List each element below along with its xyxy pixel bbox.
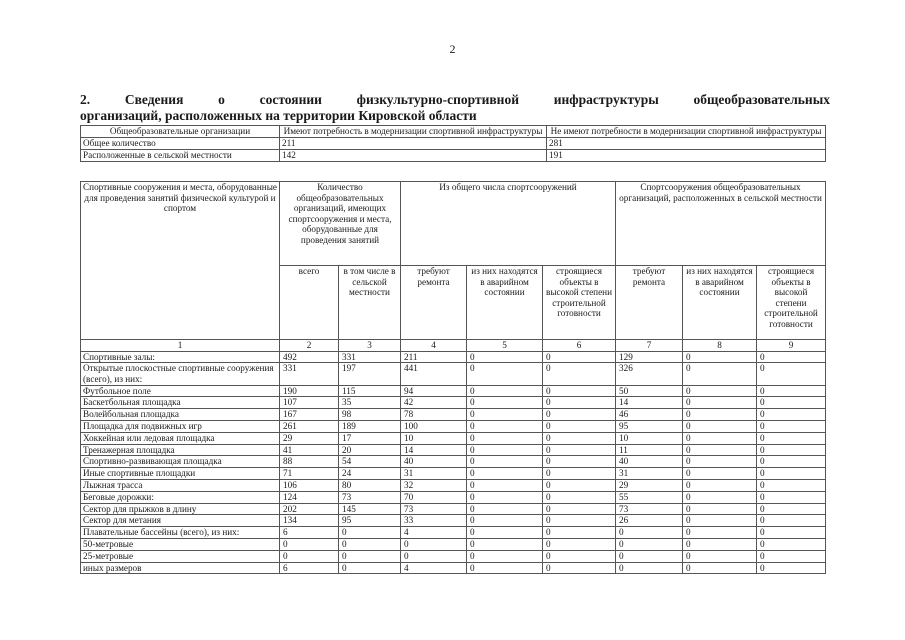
row-value: 0 bbox=[757, 491, 826, 503]
row-label: Лыжная трасса bbox=[81, 479, 280, 491]
row-value: 0 bbox=[543, 397, 616, 409]
row-value: 0 bbox=[543, 479, 616, 491]
header-rural: Спортсооружения общеобразовательных организаций, расположенных в сельской местности bbox=[616, 182, 826, 266]
row-value: 0 bbox=[339, 527, 401, 539]
row-value: 0 bbox=[683, 409, 757, 421]
header-total: всего bbox=[280, 266, 339, 340]
row-value: 0 bbox=[683, 550, 757, 562]
row-value: 0 bbox=[467, 550, 543, 562]
row-value: 31 bbox=[401, 468, 467, 480]
row-value: 0 bbox=[757, 385, 826, 397]
summary-table bbox=[80, 125, 826, 162]
heading-line-1: 2. Сведения о состоянии физкультурно-спортивной инфраструктуры общеобразовательных bbox=[80, 92, 830, 107]
row-value: 6 bbox=[280, 527, 339, 539]
row-value: 0 bbox=[683, 538, 757, 550]
summary-col-need: Имеют потребность в модернизации спортивной инфраструктуры bbox=[280, 126, 547, 138]
row-value: 0 bbox=[683, 562, 757, 574]
row-value: 134 bbox=[280, 515, 339, 527]
table-row bbox=[81, 397, 826, 409]
row-label: Иные спортивные площадки bbox=[81, 468, 280, 480]
row-value: 0 bbox=[467, 468, 543, 480]
row-value: 4 bbox=[401, 562, 467, 574]
row-value: 0 bbox=[616, 538, 683, 550]
row-value: 211 bbox=[401, 351, 467, 363]
row-value: 0 bbox=[467, 351, 543, 363]
row-value: 0 bbox=[616, 562, 683, 574]
row-value: 0 bbox=[467, 444, 543, 456]
row-label: Тренажерная площадка bbox=[81, 444, 280, 456]
summary-row-noneed: 191 bbox=[547, 150, 826, 162]
table-row bbox=[81, 432, 826, 444]
summary-row bbox=[81, 138, 826, 150]
row-value: 0 bbox=[683, 479, 757, 491]
header-incl-rural: в том числе в сельской местности bbox=[339, 266, 401, 340]
row-value: 0 bbox=[683, 385, 757, 397]
row-value: 42 bbox=[401, 397, 467, 409]
row-value: 0 bbox=[616, 527, 683, 539]
row-value: 0 bbox=[543, 491, 616, 503]
row-value: 10 bbox=[616, 432, 683, 444]
row-label: Сектор для метания bbox=[81, 515, 280, 527]
column-number: 8 bbox=[683, 340, 757, 352]
row-value: 0 bbox=[401, 550, 467, 562]
header-rural-emergency: из них находятся в аварийном состоянии bbox=[683, 266, 757, 340]
row-value: 0 bbox=[543, 515, 616, 527]
row-label: Спортивно-развивающая площадка bbox=[81, 456, 280, 468]
row-value: 0 bbox=[683, 503, 757, 515]
row-value: 94 bbox=[401, 385, 467, 397]
table-row bbox=[81, 515, 826, 527]
row-value: 32 bbox=[401, 479, 467, 491]
row-value: 40 bbox=[616, 456, 683, 468]
facilities-table-body bbox=[81, 351, 826, 574]
row-value: 124 bbox=[280, 491, 339, 503]
row-label: 25-метровые bbox=[81, 550, 280, 562]
row-value: 0 bbox=[339, 538, 401, 550]
row-value: 0 bbox=[757, 527, 826, 539]
row-value: 95 bbox=[339, 515, 401, 527]
row-value: 0 bbox=[683, 444, 757, 456]
table-row bbox=[81, 538, 826, 550]
row-value: 0 bbox=[683, 468, 757, 480]
row-value: 55 bbox=[616, 491, 683, 503]
page-number: 2 bbox=[449, 42, 456, 56]
row-value: 0 bbox=[757, 503, 826, 515]
row-value: 0 bbox=[467, 562, 543, 574]
row-value: 0 bbox=[280, 550, 339, 562]
row-value: 0 bbox=[543, 385, 616, 397]
table-row bbox=[81, 409, 826, 421]
row-value: 88 bbox=[280, 456, 339, 468]
row-value: 0 bbox=[757, 444, 826, 456]
header-rural-need-repair: требуют ремонта bbox=[616, 266, 683, 340]
table-row bbox=[81, 503, 826, 515]
row-value: 78 bbox=[401, 409, 467, 421]
column-number: 7 bbox=[616, 340, 683, 352]
row-value: 0 bbox=[757, 432, 826, 444]
row-value: 331 bbox=[280, 363, 339, 385]
column-number: 5 bbox=[467, 340, 543, 352]
row-label: Баскетбольная площадка bbox=[81, 397, 280, 409]
column-number: 6 bbox=[543, 340, 616, 352]
row-value: 4 bbox=[401, 527, 467, 539]
row-value: 0 bbox=[543, 444, 616, 456]
row-label: Волейбольная площадка bbox=[81, 409, 280, 421]
row-value: 0 bbox=[543, 432, 616, 444]
row-value: 202 bbox=[280, 503, 339, 515]
row-value: 0 bbox=[683, 351, 757, 363]
row-value: 107 bbox=[280, 397, 339, 409]
row-value: 0 bbox=[543, 420, 616, 432]
row-value: 14 bbox=[616, 397, 683, 409]
row-value: 145 bbox=[339, 503, 401, 515]
row-value: 0 bbox=[339, 550, 401, 562]
row-value: 0 bbox=[757, 363, 826, 385]
row-value: 0 bbox=[543, 351, 616, 363]
row-value: 0 bbox=[683, 527, 757, 539]
row-value: 0 bbox=[757, 550, 826, 562]
row-value: 189 bbox=[339, 420, 401, 432]
row-value: 35 bbox=[339, 397, 401, 409]
row-value: 80 bbox=[339, 479, 401, 491]
row-value: 0 bbox=[683, 515, 757, 527]
row-value: 0 bbox=[467, 491, 543, 503]
row-value: 0 bbox=[401, 538, 467, 550]
column-number: 4 bbox=[401, 340, 467, 352]
column-number: 1 bbox=[81, 340, 280, 352]
row-value: 10 bbox=[401, 432, 467, 444]
row-value: 100 bbox=[401, 420, 467, 432]
row-value: 73 bbox=[401, 503, 467, 515]
table-row bbox=[81, 385, 826, 397]
column-number: 3 bbox=[339, 340, 401, 352]
row-value: 0 bbox=[543, 562, 616, 574]
row-value: 50 bbox=[616, 385, 683, 397]
row-value: 0 bbox=[757, 562, 826, 574]
row-value: 331 bbox=[339, 351, 401, 363]
row-label: Футбольное поле bbox=[81, 385, 280, 397]
summary-row-label: Расположенные в сельской местности bbox=[81, 150, 280, 162]
row-label: 50-метровые bbox=[81, 538, 280, 550]
row-value: 0 bbox=[757, 479, 826, 491]
summary-row bbox=[81, 150, 826, 162]
row-value: 73 bbox=[616, 503, 683, 515]
row-label: Хоккейная или ледовая площадка bbox=[81, 432, 280, 444]
row-value: 167 bbox=[280, 409, 339, 421]
row-value: 54 bbox=[339, 456, 401, 468]
row-value: 0 bbox=[683, 397, 757, 409]
row-value: 129 bbox=[616, 351, 683, 363]
row-value: 0 bbox=[757, 456, 826, 468]
table-row bbox=[81, 468, 826, 480]
header-of-total: Из общего числа спортсооружений bbox=[401, 182, 616, 266]
header-count: Количество общеобразовательных организаций, имеющих спортсооружения и места, оборудованные для проведения занятий bbox=[280, 182, 401, 266]
summary-row-need: 142 bbox=[280, 150, 547, 162]
row-value: 0 bbox=[757, 538, 826, 550]
header-row-1 bbox=[81, 182, 826, 266]
row-value: 46 bbox=[616, 409, 683, 421]
row-value: 441 bbox=[401, 363, 467, 385]
row-value: 261 bbox=[280, 420, 339, 432]
header-emergency: из них находятся в аварийном состоянии bbox=[467, 266, 543, 340]
table-row bbox=[81, 479, 826, 491]
table-row bbox=[81, 550, 826, 562]
row-value: 98 bbox=[339, 409, 401, 421]
summary-row-noneed: 281 bbox=[547, 138, 826, 150]
row-value: 17 bbox=[339, 432, 401, 444]
row-value: 197 bbox=[339, 363, 401, 385]
row-value: 6 bbox=[280, 562, 339, 574]
row-value: 24 bbox=[339, 468, 401, 480]
row-value: 0 bbox=[543, 527, 616, 539]
row-value: 492 bbox=[280, 351, 339, 363]
row-value: 0 bbox=[467, 409, 543, 421]
row-value: 0 bbox=[467, 432, 543, 444]
column-numbers-row bbox=[81, 340, 826, 352]
row-value: 0 bbox=[683, 363, 757, 385]
row-value: 41 bbox=[280, 444, 339, 456]
table-row bbox=[81, 491, 826, 503]
row-value: 0 bbox=[467, 420, 543, 432]
row-value: 31 bbox=[616, 468, 683, 480]
row-value: 0 bbox=[683, 432, 757, 444]
row-value: 33 bbox=[401, 515, 467, 527]
row-value: 0 bbox=[543, 409, 616, 421]
row-value: 0 bbox=[543, 363, 616, 385]
row-value: 0 bbox=[757, 397, 826, 409]
row-value: 0 bbox=[339, 562, 401, 574]
row-value: 95 bbox=[616, 420, 683, 432]
row-label: Плавательные бассейны (всего), из них: bbox=[81, 527, 280, 539]
row-value: 0 bbox=[543, 468, 616, 480]
row-value: 0 bbox=[467, 363, 543, 385]
table-row bbox=[81, 444, 826, 456]
row-label: Спортивные залы: bbox=[81, 351, 280, 363]
row-value: 29 bbox=[616, 479, 683, 491]
row-value: 0 bbox=[616, 550, 683, 562]
header-rural-under-construction: строящиеся объекты в высокой степени строительной готовности bbox=[757, 266, 826, 340]
row-value: 0 bbox=[757, 515, 826, 527]
row-label: иных размеров bbox=[81, 562, 280, 574]
summary-header-row bbox=[81, 126, 826, 138]
row-value: 0 bbox=[683, 491, 757, 503]
summary-col-org: Общеобразовательные организации bbox=[81, 126, 280, 138]
row-value: 26 bbox=[616, 515, 683, 527]
row-value: 0 bbox=[467, 397, 543, 409]
row-value: 0 bbox=[467, 456, 543, 468]
row-value: 20 bbox=[339, 444, 401, 456]
row-value: 0 bbox=[467, 538, 543, 550]
table-row bbox=[81, 363, 826, 385]
row-value: 106 bbox=[280, 479, 339, 491]
section-heading bbox=[80, 92, 830, 124]
row-value: 29 bbox=[280, 432, 339, 444]
table-row bbox=[81, 456, 826, 468]
row-value: 14 bbox=[401, 444, 467, 456]
row-label: Беговые дорожки: bbox=[81, 491, 280, 503]
header-facilities: Спортивные сооружения и места, оборудованные для проведения занятий физической культурой и спортом bbox=[81, 182, 280, 340]
row-value: 0 bbox=[280, 538, 339, 550]
column-number: 2 bbox=[280, 340, 339, 352]
summary-col-noneed: Не имеют потребности в модернизации спортивной инфраструктуры bbox=[547, 126, 826, 138]
row-value: 0 bbox=[757, 409, 826, 421]
column-number: 9 bbox=[757, 340, 826, 352]
row-value: 0 bbox=[757, 420, 826, 432]
row-label: Открытые плоскостные спортивные сооружения (всего), из них: bbox=[81, 363, 280, 385]
row-value: 0 bbox=[543, 538, 616, 550]
summary-row-label: Общее количество bbox=[81, 138, 280, 150]
heading-line-2: организаций, расположенных на территории Кировской области bbox=[80, 108, 477, 123]
row-value: 40 bbox=[401, 456, 467, 468]
row-value: 0 bbox=[467, 503, 543, 515]
row-value: 326 bbox=[616, 363, 683, 385]
row-value: 0 bbox=[683, 420, 757, 432]
row-value: 0 bbox=[543, 503, 616, 515]
row-value: 0 bbox=[757, 468, 826, 480]
row-value: 0 bbox=[467, 515, 543, 527]
facilities-table bbox=[80, 181, 826, 574]
row-value: 115 bbox=[339, 385, 401, 397]
row-label: Площадка для подвижных игр bbox=[81, 420, 280, 432]
summary-row-need: 211 bbox=[280, 138, 547, 150]
row-value: 71 bbox=[280, 468, 339, 480]
table-row bbox=[81, 562, 826, 574]
table-row bbox=[81, 351, 826, 363]
row-value: 73 bbox=[339, 491, 401, 503]
row-value: 190 bbox=[280, 385, 339, 397]
row-label: Сектор для прыжков в длину bbox=[81, 503, 280, 515]
row-value: 0 bbox=[467, 527, 543, 539]
row-value: 11 bbox=[616, 444, 683, 456]
row-value: 0 bbox=[683, 456, 757, 468]
header-under-construction: строящиеся объекты в высокой степени строительной готовности bbox=[543, 266, 616, 340]
row-value: 70 bbox=[401, 491, 467, 503]
header-need-repair: требуют ремонта bbox=[401, 266, 467, 340]
row-value: 0 bbox=[757, 351, 826, 363]
table-row bbox=[81, 420, 826, 432]
row-value: 0 bbox=[543, 550, 616, 562]
table-row bbox=[81, 527, 826, 539]
row-value: 0 bbox=[467, 385, 543, 397]
row-value: 0 bbox=[467, 479, 543, 491]
row-value: 0 bbox=[543, 456, 616, 468]
